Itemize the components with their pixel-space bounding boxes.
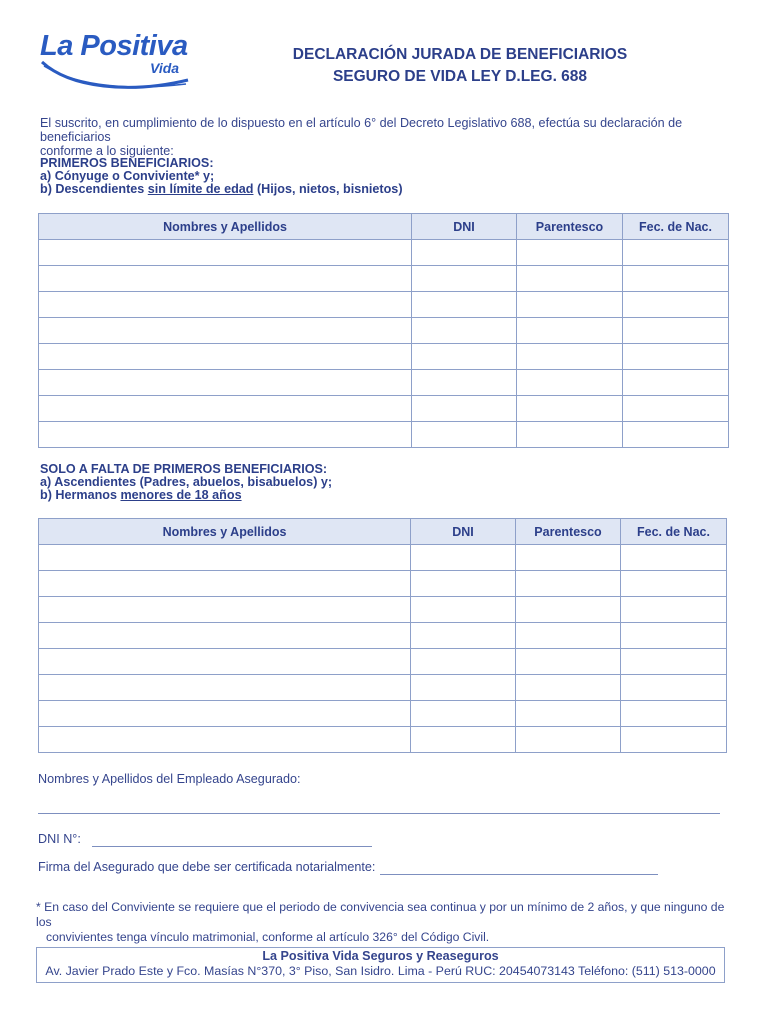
table-row [39,675,727,701]
dni-cell[interactable] [412,318,517,344]
employee-name-line[interactable] [38,813,720,814]
birth-date-cell[interactable] [623,318,729,344]
table-row [39,571,727,597]
name-cell[interactable] [39,623,411,649]
birth-date-cell[interactable] [621,597,727,623]
dni-cell[interactable] [412,396,517,422]
section-secondary-beneficiaries [40,463,332,502]
footnote-line-2: convivientes tenga vínculo matrimonial, conforme al artículo 326° del Código Civil. [46,930,490,944]
footnote-line-1: * En caso del Conviviente se requiere que el periodo de convivencia sea continua y por un mínimo de 2 años, y que ninguno de los [36,900,725,929]
birth-date-cell[interactable] [623,240,729,266]
dni-cell[interactable] [411,649,516,675]
dni-label: DNI N°: [38,832,81,846]
item-b-prefix: b) Descendientes [40,182,148,196]
relationship-cell[interactable] [516,649,621,675]
section-item-b [40,489,332,502]
name-cell[interactable] [39,318,412,344]
column-header-relationship: Parentesco [516,519,621,545]
table-row [39,370,729,396]
column-header-names: Nombres y Apellidos [39,519,411,545]
relationship-cell[interactable] [516,545,621,571]
dni-cell[interactable] [411,571,516,597]
intro-line-1: El suscrito, en cumplimiento de lo dispuesto en el artículo 6° del Decreto Legislativo 688, efectúa su declaración de beneficiarios [40,116,683,144]
table-row [39,701,727,727]
birth-date-cell[interactable] [623,370,729,396]
column-header-birth-date: Fec. de Nac. [621,519,727,545]
name-cell[interactable] [39,240,412,266]
birth-date-cell[interactable] [623,422,729,448]
signature-label: Firma del Asegurado que debe ser certificada notarialmente: [38,860,376,874]
birth-date-cell[interactable] [623,396,729,422]
table-row [39,344,729,370]
table-row [39,597,727,623]
dni-cell[interactable] [411,675,516,701]
name-cell[interactable] [39,370,412,396]
document-subtitle: SEGURO DE VIDA LEY D.LEG. 688 [332,68,588,85]
section-item-a: a) Ascendientes (Padres, abuelos, bisabuelos) y; [40,475,333,489]
signature-line[interactable] [380,874,658,875]
table-row [39,649,727,675]
birth-date-cell[interactable] [623,292,729,318]
dni-cell[interactable] [411,545,516,571]
table-row [39,292,729,318]
column-header-birth-date: Fec. de Nac. [623,214,729,240]
document-title: DECLARACIÓN JURADA DE BENEFICIARIOS [292,46,628,63]
column-header-names: Nombres y Apellidos [39,214,412,240]
relationship-cell[interactable] [517,370,623,396]
name-cell[interactable] [39,292,412,318]
column-header-dni: DNI [412,214,517,240]
footer-company-name: La Positiva Vida Seguros y Reaseguros [262,949,499,963]
relationship-cell[interactable] [516,727,621,753]
relationship-cell[interactable] [516,675,621,701]
birth-date-cell[interactable] [623,266,729,292]
brand-logo: La Positiva [40,30,188,62]
brand-logo-sub: Vida [150,60,180,76]
relationship-cell[interactable] [517,240,623,266]
dni-cell[interactable] [412,344,517,370]
relationship-cell[interactable] [517,396,623,422]
primary-beneficiaries-table [38,213,729,448]
section-heading: PRIMEROS BENEFICIARIOS: [40,156,214,170]
birth-date-cell[interactable] [621,727,727,753]
name-cell[interactable] [39,545,411,571]
birth-date-cell[interactable] [623,344,729,370]
relationship-cell[interactable] [517,266,623,292]
item-b-prefix: b) Hermanos [40,488,121,502]
section-primary-beneficiaries [40,157,403,196]
dni-cell[interactable] [411,701,516,727]
relationship-cell[interactable] [517,344,623,370]
dni-cell[interactable] [412,370,517,396]
intro-line-2: conforme a lo siguiente: [40,144,174,158]
name-cell[interactable] [39,396,412,422]
item-b-underlined: menores de 18 años [120,488,242,502]
company-footer [36,947,725,983]
section-heading: SOLO A FALTA DE PRIMEROS BENEFICIARIOS: [40,462,328,476]
birth-date-cell[interactable] [621,649,727,675]
table-row [39,396,729,422]
name-cell[interactable] [39,266,412,292]
column-header-dni: DNI [411,519,516,545]
employee-name-label: Nombres y Apellidos del Empleado Asegurado: [38,772,301,786]
name-cell[interactable] [39,701,411,727]
relationship-cell[interactable] [517,292,623,318]
dni-cell[interactable] [412,240,517,266]
name-cell[interactable] [39,727,411,753]
birth-date-cell[interactable] [621,623,727,649]
birth-date-cell[interactable] [621,701,727,727]
section-item-a: a) Cónyuge o Conviviente* y; [40,169,215,183]
table-row [39,727,727,753]
table-row [39,318,729,344]
relationship-cell[interactable] [516,597,621,623]
relationship-cell[interactable] [517,422,623,448]
relationship-cell[interactable] [516,571,621,597]
dni-cell[interactable] [411,727,516,753]
table-row [39,422,729,448]
name-cell[interactable] [39,597,411,623]
column-header-relationship: Parentesco [517,214,623,240]
dni-cell[interactable] [412,292,517,318]
table-row [39,240,729,266]
name-cell[interactable] [39,571,411,597]
table-row [39,623,727,649]
table-row [39,266,729,292]
dni-cell[interactable] [412,422,517,448]
name-cell[interactable] [39,422,412,448]
dni-line[interactable] [92,846,372,847]
section-item-b [40,183,403,196]
table-row [39,545,727,571]
birth-date-cell[interactable] [621,675,727,701]
relationship-cell[interactable] [516,701,621,727]
conviviente-footnote [36,900,726,945]
birth-date-cell[interactable] [621,571,727,597]
footer-address: Av. Javier Prado Este y Fco. Masías N°370, 3° Piso, San Isidro. Lima - Perú RUC: 20454073143 Teléfono: (511) 513-0000 [45,964,716,978]
relationship-cell[interactable] [516,623,621,649]
birth-date-cell[interactable] [621,545,727,571]
secondary-beneficiaries-table [38,518,727,753]
relationship-cell[interactable] [517,318,623,344]
name-cell[interactable] [39,649,411,675]
dni-cell[interactable] [411,597,516,623]
dni-cell[interactable] [411,623,516,649]
intro-paragraph [40,116,740,158]
item-b-underlined: sin límite de edad [147,182,254,196]
dni-cell[interactable] [412,266,517,292]
name-cell[interactable] [39,344,412,370]
item-b-suffix: (Hijos, nietos, bisnietos) [253,182,403,196]
name-cell[interactable] [39,675,411,701]
